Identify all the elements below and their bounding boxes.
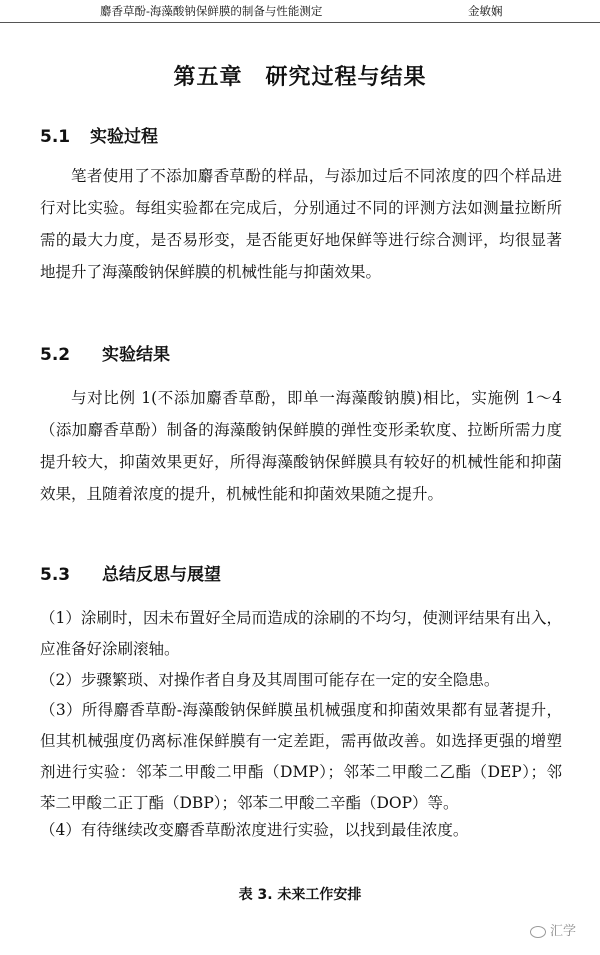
section-number: 5.3 (40, 565, 71, 585)
header-title: 麝香草酚-海藻酸钠保鲜膜的制备与性能测定 (100, 4, 323, 18)
list-item: （3）所得麝香草酚-海藻酸钠保鲜膜虽机械强度和抑菌效果都有显著提升，但其机械强度仍离标准保鲜膜有一定差距，需再做改善。如选择更强的增塑剂进行实验：邻苯二甲酸二甲酯（DMP）；邻苯二甲酸二乙酯（DEP）；邻苯二甲酸二正丁酯（DBP）；邻苯二甲酸二辛酯（DOP）等。 (40, 701, 562, 812)
section-title: 实验过程 (89, 127, 158, 147)
chapter-title: 第五章 研究过程与结果 (173, 65, 427, 90)
section-title: 实验结果 (101, 345, 170, 365)
list-item: （2）步骤繁琐、对操作者自身及其周围可能存在一定的安全隐患。 (40, 671, 500, 689)
section-title: 总结反思与展望 (101, 565, 221, 585)
watermark (530, 920, 576, 939)
section-heading-5-3 (40, 560, 221, 585)
section-paragraph-5-2: 与对比例 1(不添加麝香草酚，即单一海藻酸钠膜)相比，实施例 1～4（添加麝香草酚）制备的海藻酸钠保鲜膜的弹性变形柔软度、拉断所需力度提升较大，抑菌效果更好，所得海藻酸钠保鲜膜具有较好的机械性能和抑菌效果，且随着浓度的提升，机械性能和抑菌效果随之提升。 (40, 389, 562, 503)
list-item: （4）有待继续改变麝香草酚浓度进行实验，以找到最佳浓度。 (40, 821, 469, 839)
list-item: （1）涂刷时，因未布置好全局而造成的涂刷的不均匀，使测评结果有出入，应准备好涂刷滚轴。 (40, 609, 562, 658)
wechat-icon (530, 926, 546, 938)
section-number: 5.2 (40, 345, 71, 365)
header-author: 金敏娴 (468, 4, 503, 18)
page-header (0, 0, 600, 23)
watermark-text: 汇学 (550, 924, 577, 939)
section-heading-5-2 (40, 340, 170, 365)
section-heading-5-1 (40, 122, 158, 147)
table-title: 表 3. 未来工作安排 (238, 887, 362, 903)
section-number: 5.1 (40, 127, 71, 147)
section-paragraph-5-1: 笔者使用了不添加麝香草酚的样品，与添加过后不同浓度的四个样品进行对比实验。每组实验都在完成后，分别通过不同的评测方法如测量拉断所需的最大力度，是否易形变，是否能更好地保鲜等进行综合测评，均很显著地提升了海藻酸钠保鲜膜的机械性能与抑菌效果。 (40, 167, 562, 281)
